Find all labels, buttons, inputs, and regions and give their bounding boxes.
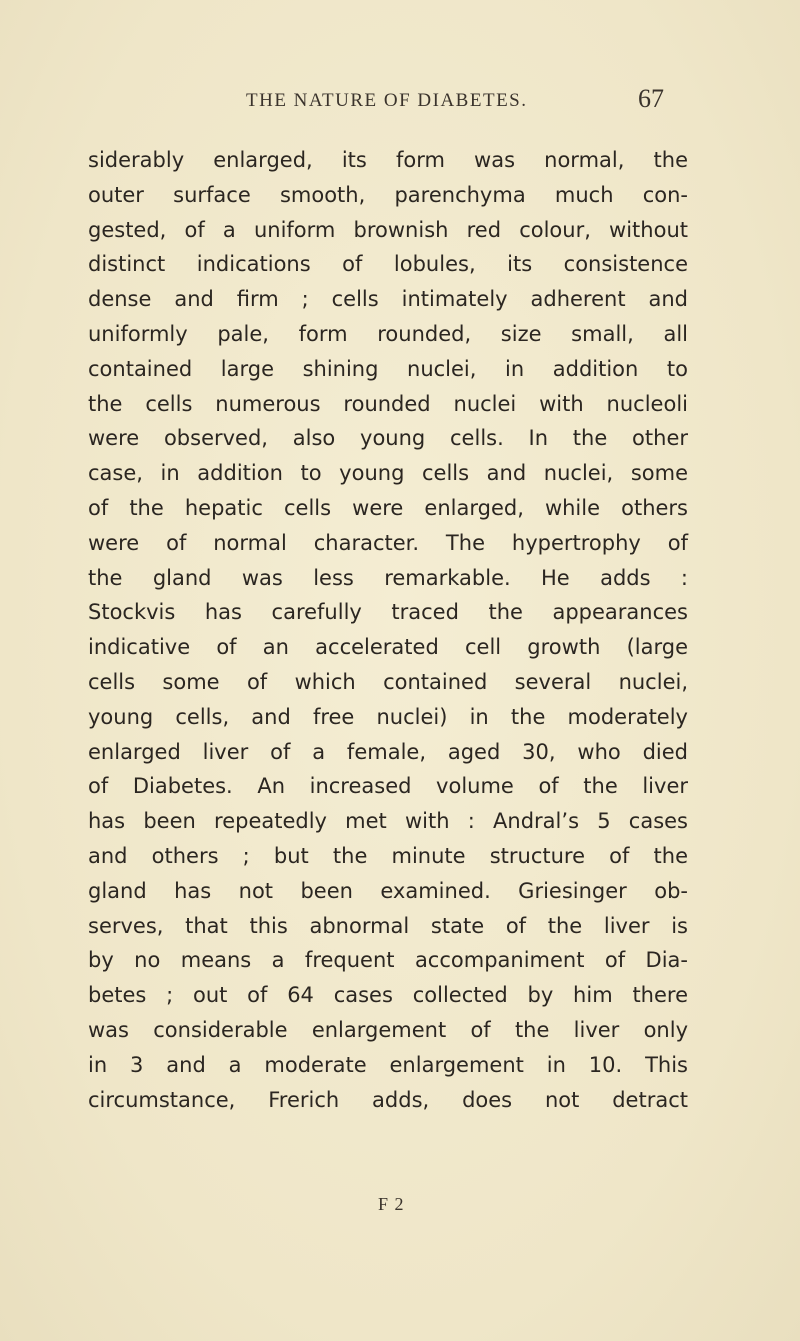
text-line: Stockvis has carefully traced the appearances [88,600,688,625]
text-line: were of normal character. The hypertrophy of [88,530,688,555]
text-line: outer surface smooth, parenchyma much con- [88,182,688,207]
page-number: 67 [638,84,664,113]
text-line: cells some of which contained several nuclei, [88,669,688,694]
text-line: the cells numerous rounded nuclei with nucleoli [88,391,688,416]
text-line: uniformly pale, form rounded, size small, all [88,321,688,346]
text-line: siderably enlarged, its form was normal, the [88,148,688,172]
text-line: by no means a frequent accompaniment of Dia- [88,948,688,973]
signature-mark: F 2 [378,1194,405,1214]
text-line: the gland was less remarkable. He adds : [88,565,688,590]
text-line: has been repeatedly met with : Andral’s 5 cases [88,809,688,834]
text-line: circumstance, Frerich adds, does not detract [88,1087,688,1112]
text-line: and others ; but the minute structure of the [88,843,688,868]
text-line: young cells, and free nuclei) in the moderately [88,704,688,729]
text-line: serves, that this abnormal state of the liver is [88,913,688,938]
text-line: of the hepatic cells were enlarged, while others [88,495,688,520]
text-line: gland has not been examined. Griesinger ob- [88,878,688,903]
body-text [88,143,688,1117]
text-line: distinct indications of lobules, its consistence [88,252,688,277]
text-line: of Diabetes. An increased volume of the liver [88,774,688,799]
text-line: enlarged liver of a female, aged 30, who died [88,739,688,764]
text-line: was considerable enlargement of the liver only [88,1017,688,1042]
text-line: indicative of an accelerated cell growth (large [88,635,688,660]
text-line: dense and firm ; cells intimately adherent and [88,287,688,312]
running-head [0,84,800,124]
running-title: THE NATURE OF DIABETES. [246,90,528,111]
text-line: case, in addition to young cells and nuclei, some [88,461,688,486]
text-line: were observed, also young cells. In the other [88,426,688,451]
text-line: contained large shining nuclei, in addition to [88,356,688,381]
text-line: gested, of a uniform brownish red colour, without [88,217,688,242]
text-line: in 3 and a moderate enlargement in 10. This [88,1052,688,1077]
text-line: betes ; out of 64 cases collected by him there [88,983,688,1008]
